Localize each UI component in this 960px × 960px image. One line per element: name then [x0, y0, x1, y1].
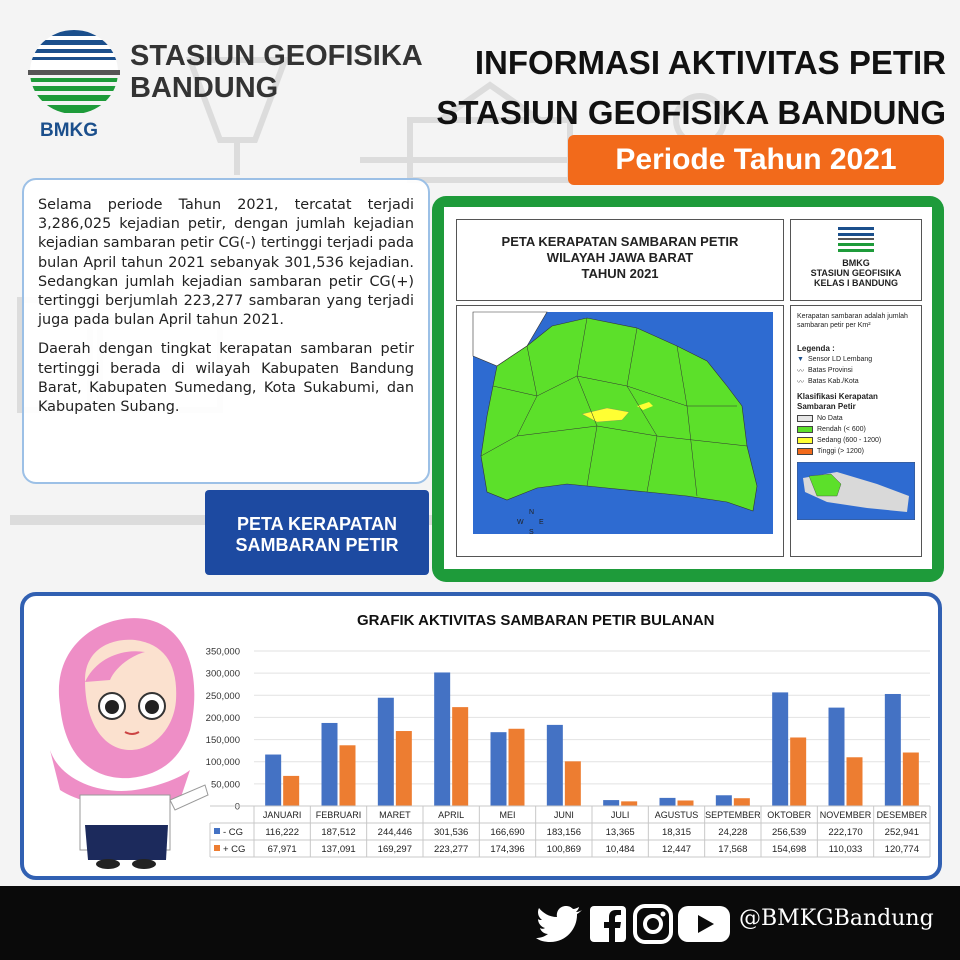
x-category-label: MEI [499, 810, 516, 820]
description-paragraph-2: Daerah dengan tingkat kerapatan sambaran petir tertinggi berada di wilayah Kabupaten Bandung Barat, Kabupaten Sumedang, Kota Sukabumi, dan Kabupaten Subang. [38, 341, 414, 416]
data-label: 166,690 [490, 827, 525, 838]
social-handle[interactable]: @BMKGBandung [739, 906, 934, 931]
bar-neg-cg [434, 672, 450, 806]
bar-pos-cg [396, 731, 412, 806]
twitter-icon[interactable] [536, 904, 584, 944]
org-name-line2: BANDUNG [130, 72, 279, 104]
x-category-label: JUNI [553, 810, 574, 820]
data-label: 116,222 [265, 827, 299, 838]
bar-neg-cg [603, 800, 619, 806]
map-logo-text: BMKG [842, 258, 870, 268]
bar-pos-cg [283, 776, 299, 806]
data-label: 154,698 [771, 844, 807, 855]
class-title: Klasifikasi Kerapatan Sambaran Petir [797, 392, 878, 411]
data-label: 252,941 [884, 827, 920, 838]
x-category-label: DESEMBER [876, 810, 928, 820]
data-label: 174,396 [490, 844, 525, 855]
legend-label: + CG [223, 844, 246, 855]
legend-item: 〰 Batas Provinsi [797, 367, 853, 375]
bar-neg-cg [547, 725, 563, 806]
y-tick-label: 350,000 [205, 646, 240, 658]
instagram-icon[interactable] [633, 904, 673, 944]
data-label: 12,447 [661, 844, 692, 855]
legend-item: ▼ Sensor LD Lembang [797, 356, 873, 363]
bar-neg-cg [378, 698, 394, 806]
x-category-label: FEBRUARI [315, 810, 362, 820]
data-label: 301,536 [433, 827, 469, 838]
legend-swatch [214, 845, 220, 851]
main-title-line2: STASIUN GEOFISIKA BANDUNG [436, 94, 946, 131]
bar-pos-cg [509, 729, 525, 806]
y-tick-label: 50,000 [210, 779, 240, 791]
bar-pos-cg [621, 801, 637, 806]
map-label-line1: PETA KERAPATAN [237, 514, 397, 534]
svg-text:S: S [529, 529, 534, 536]
data-label: 183,156 [546, 827, 582, 838]
data-label: 169,297 [377, 844, 413, 855]
regency-border-icon: 〰 [797, 378, 804, 386]
bar-pos-cg [452, 707, 468, 806]
x-category-label: NOVEMBER [819, 810, 872, 820]
map-title-line1: PETA KERAPATAN SAMBARAN PETIR [501, 234, 739, 249]
data-label: 24,228 [718, 827, 748, 838]
map-station-line1: STASIUN GEOFISIKA [810, 268, 902, 278]
x-category-label: JANUARI [262, 810, 302, 820]
x-category-label: OKTOBER [767, 810, 812, 820]
bar-pos-cg [790, 737, 806, 806]
svg-text:N: N [529, 509, 535, 516]
bar-neg-cg [716, 795, 732, 806]
bar-pos-cg [847, 757, 863, 806]
svg-text:E: E [539, 519, 544, 526]
bar-neg-cg [491, 732, 507, 806]
data-label: 120,774 [884, 844, 920, 855]
data-label: 10,484 [605, 844, 635, 855]
legend-item: 〰 Batas Kab./Kota [797, 378, 859, 386]
chart-title: GRAFIK AKTIVITAS SAMBARAN PETIR BULANAN [357, 612, 715, 629]
data-label: 256,539 [771, 827, 807, 838]
legend-label: - CG [223, 827, 244, 838]
period-badge: Periode Tahun 2021 [568, 135, 944, 185]
data-label: 13,365 [605, 827, 635, 838]
data-label: 244,446 [377, 827, 413, 838]
y-tick-label: 250,000 [205, 690, 240, 702]
province-border-icon: 〰 [797, 367, 804, 375]
data-label: 18,315 [661, 827, 692, 838]
map-station-line2: KELAS I BANDUNG [813, 278, 898, 288]
main-title-line1: INFORMASI AKTIVITAS PETIR [474, 44, 946, 81]
bar-neg-cg [829, 708, 845, 806]
data-label: 137,091 [321, 844, 356, 855]
bar-neg-cg [322, 723, 338, 806]
map-label-line2: SAMBARAN PETIR [235, 535, 399, 555]
bar-pos-cg [678, 800, 694, 806]
class-item: No Data [797, 414, 915, 423]
sensor-icon: ▼ [797, 356, 804, 363]
y-tick-label: 200,000 [205, 712, 240, 724]
bar-pos-cg [565, 761, 581, 806]
data-label: 223,277 [433, 844, 469, 855]
bar-neg-cg [885, 694, 901, 806]
bar-pos-cg [340, 745, 356, 806]
class-item: Sedang (600 - 1200) [797, 436, 915, 445]
bar-pos-cg [734, 798, 750, 806]
class-item: Rendah (< 600) [797, 425, 915, 434]
bar-neg-cg [265, 755, 281, 806]
bar-neg-cg [660, 798, 676, 806]
data-label: 222,170 [828, 827, 863, 838]
class-item: Tinggi (> 1200) [797, 447, 915, 456]
facebook-icon[interactable] [590, 904, 628, 944]
org-name-line1: STASIUN GEOFISIKA [130, 40, 423, 72]
legend-swatch [214, 828, 220, 834]
density-note: Kerapatan sambaran adalah jumlah sambaran petir per Km² [797, 313, 908, 329]
map-title-line3: TAHUN 2021 [581, 266, 659, 281]
legend-title: Legenda : [797, 344, 835, 353]
data-label: 67,971 [267, 844, 297, 855]
y-tick-label: 100,000 [205, 757, 240, 769]
x-category-label: JULI [610, 810, 630, 820]
youtube-icon[interactable] [678, 904, 730, 944]
bar-neg-cg [772, 692, 788, 806]
y-tick-label: 150,000 [205, 735, 240, 747]
data-label: 110,033 [828, 844, 863, 855]
data-label: 100,869 [546, 844, 582, 855]
data-label: 187,512 [321, 827, 356, 838]
map-title-line2: WILAYAH JAWA BARAT [546, 250, 694, 265]
bar-pos-cg [903, 753, 919, 806]
x-category-label: APRIL [438, 810, 465, 820]
svg-text:W: W [517, 519, 524, 526]
y-tick-label: 300,000 [205, 668, 240, 680]
data-label: 17,568 [718, 844, 748, 855]
x-category-label: SEPTEMBER [705, 810, 761, 820]
logo-text: BMKG [40, 120, 99, 141]
y-tick-label: 0 [234, 801, 240, 813]
x-category-label: MARET [379, 810, 411, 820]
x-category-label: AGUSTUS [654, 810, 699, 820]
description-paragraph-1: Selama periode Tahun 2021, tercatat terjadi 3,286,025 kejadian petir, dengan jumlah kejadian kejadian sambaran petir CG(-) tertinggi terjadi pada bulan April tahun 2021 sebanyak 301,536 kejadian. Sedangkan jumlah kejadian sambaran petir CG(+) tertinggi berjumlah 223,277 sambaran yang terjadi juga pada bulan April tahun 2021. [38, 197, 414, 329]
